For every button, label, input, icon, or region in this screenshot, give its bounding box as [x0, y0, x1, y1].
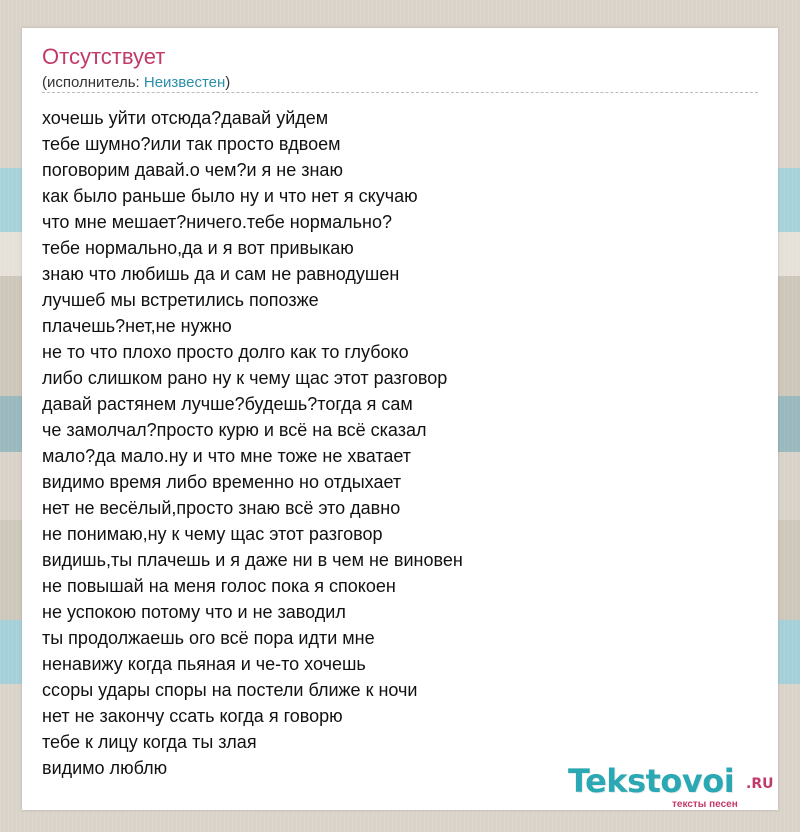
lyric-line: ненавижу когда пьяная и че-то хочешь — [42, 654, 366, 674]
lyric-line: тебе шумно?или так просто вдвоем — [42, 134, 341, 154]
logo-tld: .RU — [746, 776, 774, 792]
lyric-line: давай растянем лучше?будешь?тогда я сам — [42, 394, 413, 414]
lyric-line: ссоры удары споры на постели ближе к ночи — [42, 680, 418, 700]
lyric-line: че замолчал?просто курю и всё на всё сказал — [42, 420, 427, 440]
lyric-line: как было раньше было ну и что нет я скучаю — [42, 186, 418, 206]
divider — [42, 92, 758, 93]
lyric-line: нет не закончу ссать когда я говорю — [42, 706, 343, 726]
site-logo[interactable] — [568, 762, 778, 810]
song-title: Отсутствует — [42, 44, 166, 69]
lyric-line: мало?да мало.ну и что мне тоже не хватает — [42, 446, 412, 466]
lyric-line: тебе нормально,да и я вот привыкаю — [42, 238, 354, 258]
lyric-line: не понимаю,ну к чему щас этот разговор — [42, 524, 383, 544]
lyric-line: не то что плохо просто долго как то глубоко — [42, 342, 409, 362]
lyrics-text — [42, 105, 463, 781]
lyrics-card — [22, 28, 778, 810]
logo-wordmark: Tekstovoi — [568, 762, 735, 800]
lyric-line: видимо люблю — [42, 758, 168, 778]
lyric-line: тебе к лицу когда ты злая — [42, 732, 257, 752]
artist-suffix: ) — [225, 74, 231, 91]
lyric-line: видишь,ты плачешь и я даже ни в чем не виновен — [42, 550, 463, 570]
lyric-line: либо слишком рано ну к чему щас этот разговор — [42, 368, 448, 388]
logo-tagline: тексты песен — [672, 799, 738, 810]
lyric-line: хочешь уйти отсюда?давай уйдем — [42, 108, 329, 128]
lyric-line: что мне мешает?ничего.тебе нормально? — [42, 212, 392, 232]
lyric-line: нет не весёлый,просто знаю всё это давно — [42, 498, 401, 518]
lyric-line: видимо время либо временно но отдыхает — [42, 472, 402, 492]
lyric-line: не повышай на меня голос пока я спокоен — [42, 576, 396, 596]
lyric-line: лучшеб мы встретились попозже — [42, 290, 319, 310]
lyric-line: поговорим давай.о чем?и я не знаю — [42, 160, 343, 180]
lyric-line: плачешь?нет,не нужно — [42, 316, 232, 336]
artist-prefix: (исполнитель: — [42, 74, 144, 91]
lyric-line: не успокою потому что и не заводил — [42, 602, 346, 622]
artist-link[interactable]: Неизвестен — [143, 74, 226, 91]
lyric-line: ты продолжаешь ого всё пора идти мне — [42, 628, 375, 648]
artist-line — [42, 74, 230, 91]
lyric-line: знаю что любишь да и сам не равнодушен — [42, 264, 400, 284]
